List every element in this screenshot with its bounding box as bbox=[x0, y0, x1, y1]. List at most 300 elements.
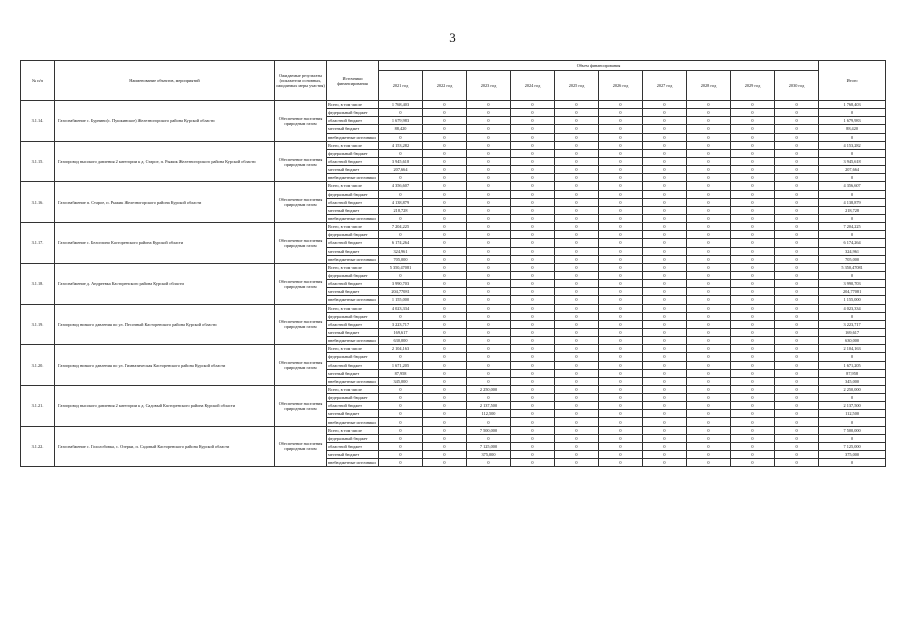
row-number: 3.1.18. bbox=[21, 263, 55, 304]
value-cell: 0 bbox=[643, 231, 687, 239]
value-cell: 0 bbox=[643, 426, 687, 434]
value-cell: 0 bbox=[423, 394, 467, 402]
value-cell: 0 bbox=[643, 239, 687, 247]
value-cell: 0 bbox=[599, 166, 643, 174]
value-cell: 0 bbox=[555, 101, 599, 109]
value-cell: 0 bbox=[687, 442, 731, 450]
value-cell: 0 bbox=[643, 451, 687, 459]
value-cell: 2 250,000 bbox=[467, 385, 511, 393]
value-cell: 0 bbox=[379, 174, 423, 182]
value-cell: 0 bbox=[731, 263, 775, 271]
value-cell: 0 bbox=[599, 231, 643, 239]
total-cell: 0 bbox=[819, 353, 886, 361]
value-cell: 0 bbox=[599, 434, 643, 442]
value-cell: 0 bbox=[643, 157, 687, 165]
total-cell: 0 bbox=[819, 174, 886, 182]
value-cell: 0 bbox=[423, 190, 467, 198]
value-cell: 0 bbox=[555, 239, 599, 247]
value-cell: 0 bbox=[423, 157, 467, 165]
value-cell: 0 bbox=[423, 109, 467, 117]
value-cell: 0 bbox=[467, 394, 511, 402]
value-cell: 0 bbox=[731, 337, 775, 345]
value-cell: 0 bbox=[555, 255, 599, 263]
funding-source: местный бюджет bbox=[327, 247, 379, 255]
value-cell: 0 bbox=[555, 345, 599, 353]
total-cell: 6 174,264 bbox=[819, 239, 886, 247]
value-cell: 0 bbox=[687, 434, 731, 442]
value-cell: 0 bbox=[643, 442, 687, 450]
value-cell: 0 bbox=[687, 174, 731, 182]
value-cell: 0 bbox=[379, 402, 423, 410]
value-cell: 0 bbox=[467, 304, 511, 312]
value-cell: 0 bbox=[775, 394, 819, 402]
funding-source: внебюджетные источники bbox=[327, 133, 379, 141]
value-cell: 0 bbox=[423, 377, 467, 385]
value-cell: 0 bbox=[511, 125, 555, 133]
value-cell: 0 bbox=[511, 157, 555, 165]
total-cell: 630,000 bbox=[819, 337, 886, 345]
total-cell: 1 671,205 bbox=[819, 361, 886, 369]
value-cell: 0 bbox=[511, 328, 555, 336]
funding-source: внебюджетные источники bbox=[327, 418, 379, 426]
funding-source: областной бюджет bbox=[327, 442, 379, 450]
table-row bbox=[21, 182, 886, 190]
table-row bbox=[21, 385, 886, 393]
value-cell: 0 bbox=[731, 353, 775, 361]
value-cell: 0 bbox=[467, 141, 511, 149]
value-cell: 0 bbox=[643, 394, 687, 402]
total-cell: 0 bbox=[819, 434, 886, 442]
value-cell: 0 bbox=[687, 320, 731, 328]
value-cell: 0 bbox=[467, 190, 511, 198]
expected-result: Обеспечение населения природным газом bbox=[275, 426, 327, 467]
header-source: Источники финансирования bbox=[327, 61, 379, 101]
value-cell: 0 bbox=[379, 442, 423, 450]
value-cell: 0 bbox=[423, 369, 467, 377]
value-cell: 2 137,500 bbox=[467, 402, 511, 410]
value-cell: 0 bbox=[511, 361, 555, 369]
value-cell: 0 bbox=[423, 182, 467, 190]
value-cell: 0 bbox=[467, 255, 511, 263]
value-cell: 0 bbox=[423, 214, 467, 222]
expected-result: Обеспечение населения природным газом bbox=[275, 101, 327, 142]
value-cell: 0 bbox=[423, 263, 467, 271]
value-cell: 0 bbox=[731, 271, 775, 279]
value-cell: 0 bbox=[775, 117, 819, 125]
value-cell: 0 bbox=[687, 141, 731, 149]
value-cell: 0 bbox=[423, 353, 467, 361]
value-cell: 0 bbox=[511, 426, 555, 434]
value-cell: 0 bbox=[467, 223, 511, 231]
value-cell: 0 bbox=[687, 361, 731, 369]
value-cell: 0 bbox=[687, 353, 731, 361]
value-cell: 0 bbox=[511, 109, 555, 117]
funding-source: Всего, в том числе bbox=[327, 101, 379, 109]
total-cell: 0 bbox=[819, 231, 886, 239]
value-cell: 0 bbox=[423, 271, 467, 279]
value-cell: 0 bbox=[687, 385, 731, 393]
value-cell: 0 bbox=[555, 280, 599, 288]
value-cell: 0 bbox=[643, 288, 687, 296]
value-cell: 0 bbox=[467, 198, 511, 206]
value-cell: 705,000 bbox=[379, 255, 423, 263]
value-cell: 204,77081 bbox=[379, 288, 423, 296]
value-cell: 0 bbox=[423, 174, 467, 182]
value-cell: 0 bbox=[467, 182, 511, 190]
value-cell: 0 bbox=[643, 377, 687, 385]
value-cell: 0 bbox=[555, 109, 599, 117]
value-cell: 0 bbox=[687, 231, 731, 239]
value-cell: 0 bbox=[555, 166, 599, 174]
value-cell: 0 bbox=[511, 206, 555, 214]
total-cell: 0 bbox=[819, 418, 886, 426]
value-cell: 0 bbox=[599, 328, 643, 336]
value-cell: 0 bbox=[467, 288, 511, 296]
value-cell: 0 bbox=[511, 353, 555, 361]
total-cell: 0 bbox=[819, 214, 886, 222]
value-cell: 0 bbox=[687, 109, 731, 117]
value-cell: 0 bbox=[775, 174, 819, 182]
value-cell: 0 bbox=[379, 214, 423, 222]
value-cell: 0 bbox=[643, 263, 687, 271]
funding-source: внебюджетные источники bbox=[327, 459, 379, 467]
object-name: Газопровод низкого давления по ул. Песочный Касторенского района Курской области bbox=[55, 304, 275, 345]
value-cell: 0 bbox=[511, 133, 555, 141]
row-number: 3.1.15. bbox=[21, 141, 55, 182]
value-cell: 0 bbox=[599, 182, 643, 190]
value-cell: 0 bbox=[599, 157, 643, 165]
value-cell: 0 bbox=[643, 337, 687, 345]
value-cell: 0 bbox=[687, 223, 731, 231]
funding-source: внебюджетные источники bbox=[327, 214, 379, 222]
value-cell: 0 bbox=[775, 385, 819, 393]
total-cell: 3 945,618 bbox=[819, 157, 886, 165]
funding-source: федеральный бюджет bbox=[327, 394, 379, 402]
value-cell: 0 bbox=[555, 361, 599, 369]
value-cell: 0 bbox=[643, 304, 687, 312]
value-cell: 0 bbox=[511, 214, 555, 222]
value-cell: 0 bbox=[423, 304, 467, 312]
value-cell: 0 bbox=[643, 214, 687, 222]
value-cell: 0 bbox=[731, 394, 775, 402]
value-cell: 0 bbox=[599, 337, 643, 345]
total-cell: 7 204,225 bbox=[819, 223, 886, 231]
value-cell: 0 bbox=[511, 288, 555, 296]
value-cell: 0 bbox=[643, 296, 687, 304]
expected-result: Обеспечение населения природным газом bbox=[275, 182, 327, 223]
value-cell: 0 bbox=[687, 255, 731, 263]
total-cell: 169,617 bbox=[819, 328, 886, 336]
value-cell: 0 bbox=[687, 312, 731, 320]
value-cell: 88,420 bbox=[379, 125, 423, 133]
value-cell: 0 bbox=[687, 280, 731, 288]
value-cell: 0 bbox=[775, 337, 819, 345]
value-cell: 0 bbox=[775, 353, 819, 361]
funding-source: областной бюджет bbox=[327, 280, 379, 288]
value-cell: 169,617 bbox=[379, 328, 423, 336]
value-cell: 0 bbox=[423, 231, 467, 239]
value-cell: 0 bbox=[731, 117, 775, 125]
value-cell: 0 bbox=[687, 125, 731, 133]
value-cell: 0 bbox=[467, 166, 511, 174]
value-cell: 0 bbox=[775, 109, 819, 117]
value-cell: 0 bbox=[687, 247, 731, 255]
value-cell: 0 bbox=[643, 328, 687, 336]
value-cell: 0 bbox=[555, 117, 599, 125]
value-cell: 0 bbox=[555, 247, 599, 255]
value-cell: 0 bbox=[687, 190, 731, 198]
funding-source: местный бюджет bbox=[327, 369, 379, 377]
value-cell: 0 bbox=[687, 377, 731, 385]
value-cell: 0 bbox=[643, 149, 687, 157]
value-cell: 0 bbox=[555, 320, 599, 328]
value-cell: 0 bbox=[775, 125, 819, 133]
value-cell: 0 bbox=[423, 410, 467, 418]
value-cell: 0 bbox=[423, 198, 467, 206]
funding-source: федеральный бюджет bbox=[327, 149, 379, 157]
value-cell: 0 bbox=[379, 271, 423, 279]
funding-source: Всего, в том числе bbox=[327, 223, 379, 231]
total-cell: 112,500 bbox=[819, 410, 886, 418]
value-cell: 0 bbox=[555, 174, 599, 182]
value-cell: 0 bbox=[599, 255, 643, 263]
object-name: Газопровод высокого давления 2 категории к д. Садовый Касторенского района Курской области bbox=[55, 385, 275, 426]
value-cell: 0 bbox=[467, 361, 511, 369]
value-cell: 0 bbox=[643, 255, 687, 263]
value-cell: 0 bbox=[643, 434, 687, 442]
value-cell: 0 bbox=[687, 410, 731, 418]
value-cell: 0 bbox=[687, 271, 731, 279]
value-cell: 0 bbox=[687, 263, 731, 271]
value-cell: 0 bbox=[643, 133, 687, 141]
value-cell: 0 bbox=[731, 141, 775, 149]
funding-source: Всего, в том числе bbox=[327, 426, 379, 434]
value-cell: 0 bbox=[731, 157, 775, 165]
value-cell: 0 bbox=[731, 247, 775, 255]
funding-source: Всего, в том числе bbox=[327, 263, 379, 271]
value-cell: 0 bbox=[511, 296, 555, 304]
value-cell: 0 bbox=[599, 149, 643, 157]
expected-result: Обеспечение населения природным газом bbox=[275, 223, 327, 264]
value-cell: 0 bbox=[555, 402, 599, 410]
value-cell: 0 bbox=[555, 214, 599, 222]
value-cell: 0 bbox=[775, 402, 819, 410]
row-number: 3.1.17. bbox=[21, 223, 55, 264]
value-cell: 0 bbox=[379, 231, 423, 239]
total-cell: 7 125,000 bbox=[819, 442, 886, 450]
value-cell: 0 bbox=[423, 320, 467, 328]
funding-source: областной бюджет bbox=[327, 361, 379, 369]
table-row bbox=[21, 304, 886, 312]
value-cell: 0 bbox=[775, 247, 819, 255]
funding-source: внебюджетные источники bbox=[327, 296, 379, 304]
value-cell: 3 945,618 bbox=[379, 157, 423, 165]
header-name: Наименование объектов, мероприятий bbox=[55, 61, 275, 101]
total-cell: 3 990,703 bbox=[819, 280, 886, 288]
value-cell: 0 bbox=[511, 101, 555, 109]
value-cell: 3 223,717 bbox=[379, 320, 423, 328]
total-cell: 4 153,282 bbox=[819, 141, 886, 149]
value-cell: 0 bbox=[467, 206, 511, 214]
value-cell: 0 bbox=[511, 337, 555, 345]
funding-source: местный бюджет bbox=[327, 125, 379, 133]
value-cell: 0 bbox=[379, 451, 423, 459]
total-cell: 87,958 bbox=[819, 369, 886, 377]
value-cell: 0 bbox=[731, 223, 775, 231]
value-cell: 0 bbox=[379, 410, 423, 418]
value-cell: 0 bbox=[731, 442, 775, 450]
value-cell: 0 bbox=[775, 345, 819, 353]
total-cell: 1 155,000 bbox=[819, 296, 886, 304]
value-cell: 0 bbox=[599, 394, 643, 402]
value-cell: 0 bbox=[731, 451, 775, 459]
value-cell: 1 679,983 bbox=[379, 117, 423, 125]
value-cell: 0 bbox=[379, 149, 423, 157]
value-cell: 207,664 bbox=[379, 166, 423, 174]
value-cell: 0 bbox=[775, 377, 819, 385]
value-cell: 0 bbox=[423, 402, 467, 410]
value-cell: 0 bbox=[775, 451, 819, 459]
value-cell: 0 bbox=[599, 385, 643, 393]
value-cell: 0 bbox=[643, 198, 687, 206]
value-cell: 0 bbox=[467, 353, 511, 361]
object-name: Газопровод высокого давления 2 категории к д. Старое, п. Рыжик Железногорского района Курской области bbox=[55, 141, 275, 182]
value-cell: 0 bbox=[731, 231, 775, 239]
value-cell: 0 bbox=[511, 247, 555, 255]
object-name: Газоснабжение п. Старое, п. Рыжик Железногорского района Курской области bbox=[55, 182, 275, 223]
funding-source: Всего, в том числе bbox=[327, 304, 379, 312]
value-cell: 0 bbox=[731, 459, 775, 467]
value-cell: 0 bbox=[599, 312, 643, 320]
value-cell: 0 bbox=[599, 451, 643, 459]
value-cell: 0 bbox=[687, 337, 731, 345]
value-cell: 0 bbox=[731, 149, 775, 157]
value-cell: 0 bbox=[555, 141, 599, 149]
value-cell: 0 bbox=[687, 117, 731, 125]
total-cell: 0 bbox=[819, 271, 886, 279]
funding-source: областной бюджет bbox=[327, 320, 379, 328]
value-cell: 0 bbox=[599, 320, 643, 328]
value-cell: 0 bbox=[643, 174, 687, 182]
value-cell: 0 bbox=[687, 459, 731, 467]
value-cell: 0 bbox=[643, 353, 687, 361]
value-cell: 0 bbox=[643, 280, 687, 288]
total-cell: 4 138,879 bbox=[819, 198, 886, 206]
value-cell: 0 bbox=[555, 296, 599, 304]
value-cell: 0 bbox=[467, 337, 511, 345]
value-cell: 0 bbox=[731, 328, 775, 336]
total-cell: 2 104,163 bbox=[819, 345, 886, 353]
funding-source: внебюджетные источники bbox=[327, 174, 379, 182]
value-cell: 0 bbox=[511, 182, 555, 190]
value-cell: 0 bbox=[775, 312, 819, 320]
value-cell: 0 bbox=[687, 402, 731, 410]
value-cell: 0 bbox=[423, 239, 467, 247]
value-cell: 0 bbox=[423, 328, 467, 336]
header-num: № п/п bbox=[21, 61, 55, 101]
funding-source: федеральный бюджет bbox=[327, 109, 379, 117]
row-number: 3.1.19. bbox=[21, 304, 55, 345]
value-cell: 0 bbox=[511, 304, 555, 312]
value-cell: 0 bbox=[731, 206, 775, 214]
value-cell: 0 bbox=[775, 239, 819, 247]
table-row bbox=[21, 345, 886, 353]
value-cell: 0 bbox=[379, 133, 423, 141]
value-cell: 0 bbox=[643, 125, 687, 133]
value-cell: 0 bbox=[555, 337, 599, 345]
value-cell: 0 bbox=[511, 174, 555, 182]
value-cell: 0 bbox=[687, 239, 731, 247]
value-cell: 0 bbox=[599, 369, 643, 377]
value-cell: 0 bbox=[599, 459, 643, 467]
total-cell: 0 bbox=[819, 312, 886, 320]
value-cell: 0 bbox=[555, 394, 599, 402]
total-cell: 345,000 bbox=[819, 377, 886, 385]
value-cell: 0 bbox=[643, 361, 687, 369]
value-cell: 0 bbox=[687, 328, 731, 336]
value-cell: 0 bbox=[511, 271, 555, 279]
total-cell: 375,000 bbox=[819, 451, 886, 459]
value-cell: 0 bbox=[555, 157, 599, 165]
value-cell: 0 bbox=[467, 157, 511, 165]
financing-table bbox=[20, 60, 886, 467]
value-cell: 0 bbox=[555, 149, 599, 157]
value-cell: 4 138,879 bbox=[379, 198, 423, 206]
value-cell: 0 bbox=[511, 166, 555, 174]
value-cell: 0 bbox=[555, 263, 599, 271]
value-cell: 0 bbox=[775, 101, 819, 109]
value-cell: 6 174,264 bbox=[379, 239, 423, 247]
header-year: 2024 год bbox=[511, 71, 555, 101]
value-cell: 0 bbox=[467, 418, 511, 426]
header-year: 2029 год bbox=[731, 71, 775, 101]
value-cell: 345,000 bbox=[379, 377, 423, 385]
value-cell: 0 bbox=[775, 296, 819, 304]
value-cell: 0 bbox=[511, 402, 555, 410]
row-number: 3.1.22. bbox=[21, 426, 55, 467]
value-cell: 0 bbox=[555, 459, 599, 467]
value-cell: 0 bbox=[467, 320, 511, 328]
value-cell: 0 bbox=[775, 157, 819, 165]
value-cell: 0 bbox=[423, 117, 467, 125]
object-name: Газоснабжение с. Гололобовка, с. Озерки, п. Садовый Касторенского района Курской области bbox=[55, 426, 275, 467]
value-cell: 0 bbox=[643, 182, 687, 190]
value-cell: 0 bbox=[599, 206, 643, 214]
value-cell: 0 bbox=[775, 328, 819, 336]
value-cell: 375,000 bbox=[467, 451, 511, 459]
total-cell: 2 250,000 bbox=[819, 385, 886, 393]
header-year: 2025 год bbox=[555, 71, 599, 101]
value-cell: 0 bbox=[555, 442, 599, 450]
value-cell: 0 bbox=[511, 377, 555, 385]
value-cell: 0 bbox=[731, 190, 775, 198]
value-cell: 7 500,000 bbox=[467, 426, 511, 434]
value-cell: 0 bbox=[379, 434, 423, 442]
value-cell: 0 bbox=[599, 345, 643, 353]
total-cell: 2 137,500 bbox=[819, 402, 886, 410]
total-cell: 0 bbox=[819, 109, 886, 117]
funding-source: областной бюджет bbox=[327, 402, 379, 410]
value-cell: 0 bbox=[599, 288, 643, 296]
header-total: Итого bbox=[819, 61, 886, 101]
value-cell: 0 bbox=[467, 345, 511, 353]
funding-source: федеральный бюджет bbox=[327, 190, 379, 198]
header-result: Ожидаемые результаты (показатели основных, ожидаемых меры участия) bbox=[275, 61, 327, 101]
value-cell: 0 bbox=[511, 239, 555, 247]
value-cell: 7 125,000 bbox=[467, 442, 511, 450]
value-cell: 0 bbox=[511, 223, 555, 231]
value-cell: 0 bbox=[687, 214, 731, 222]
